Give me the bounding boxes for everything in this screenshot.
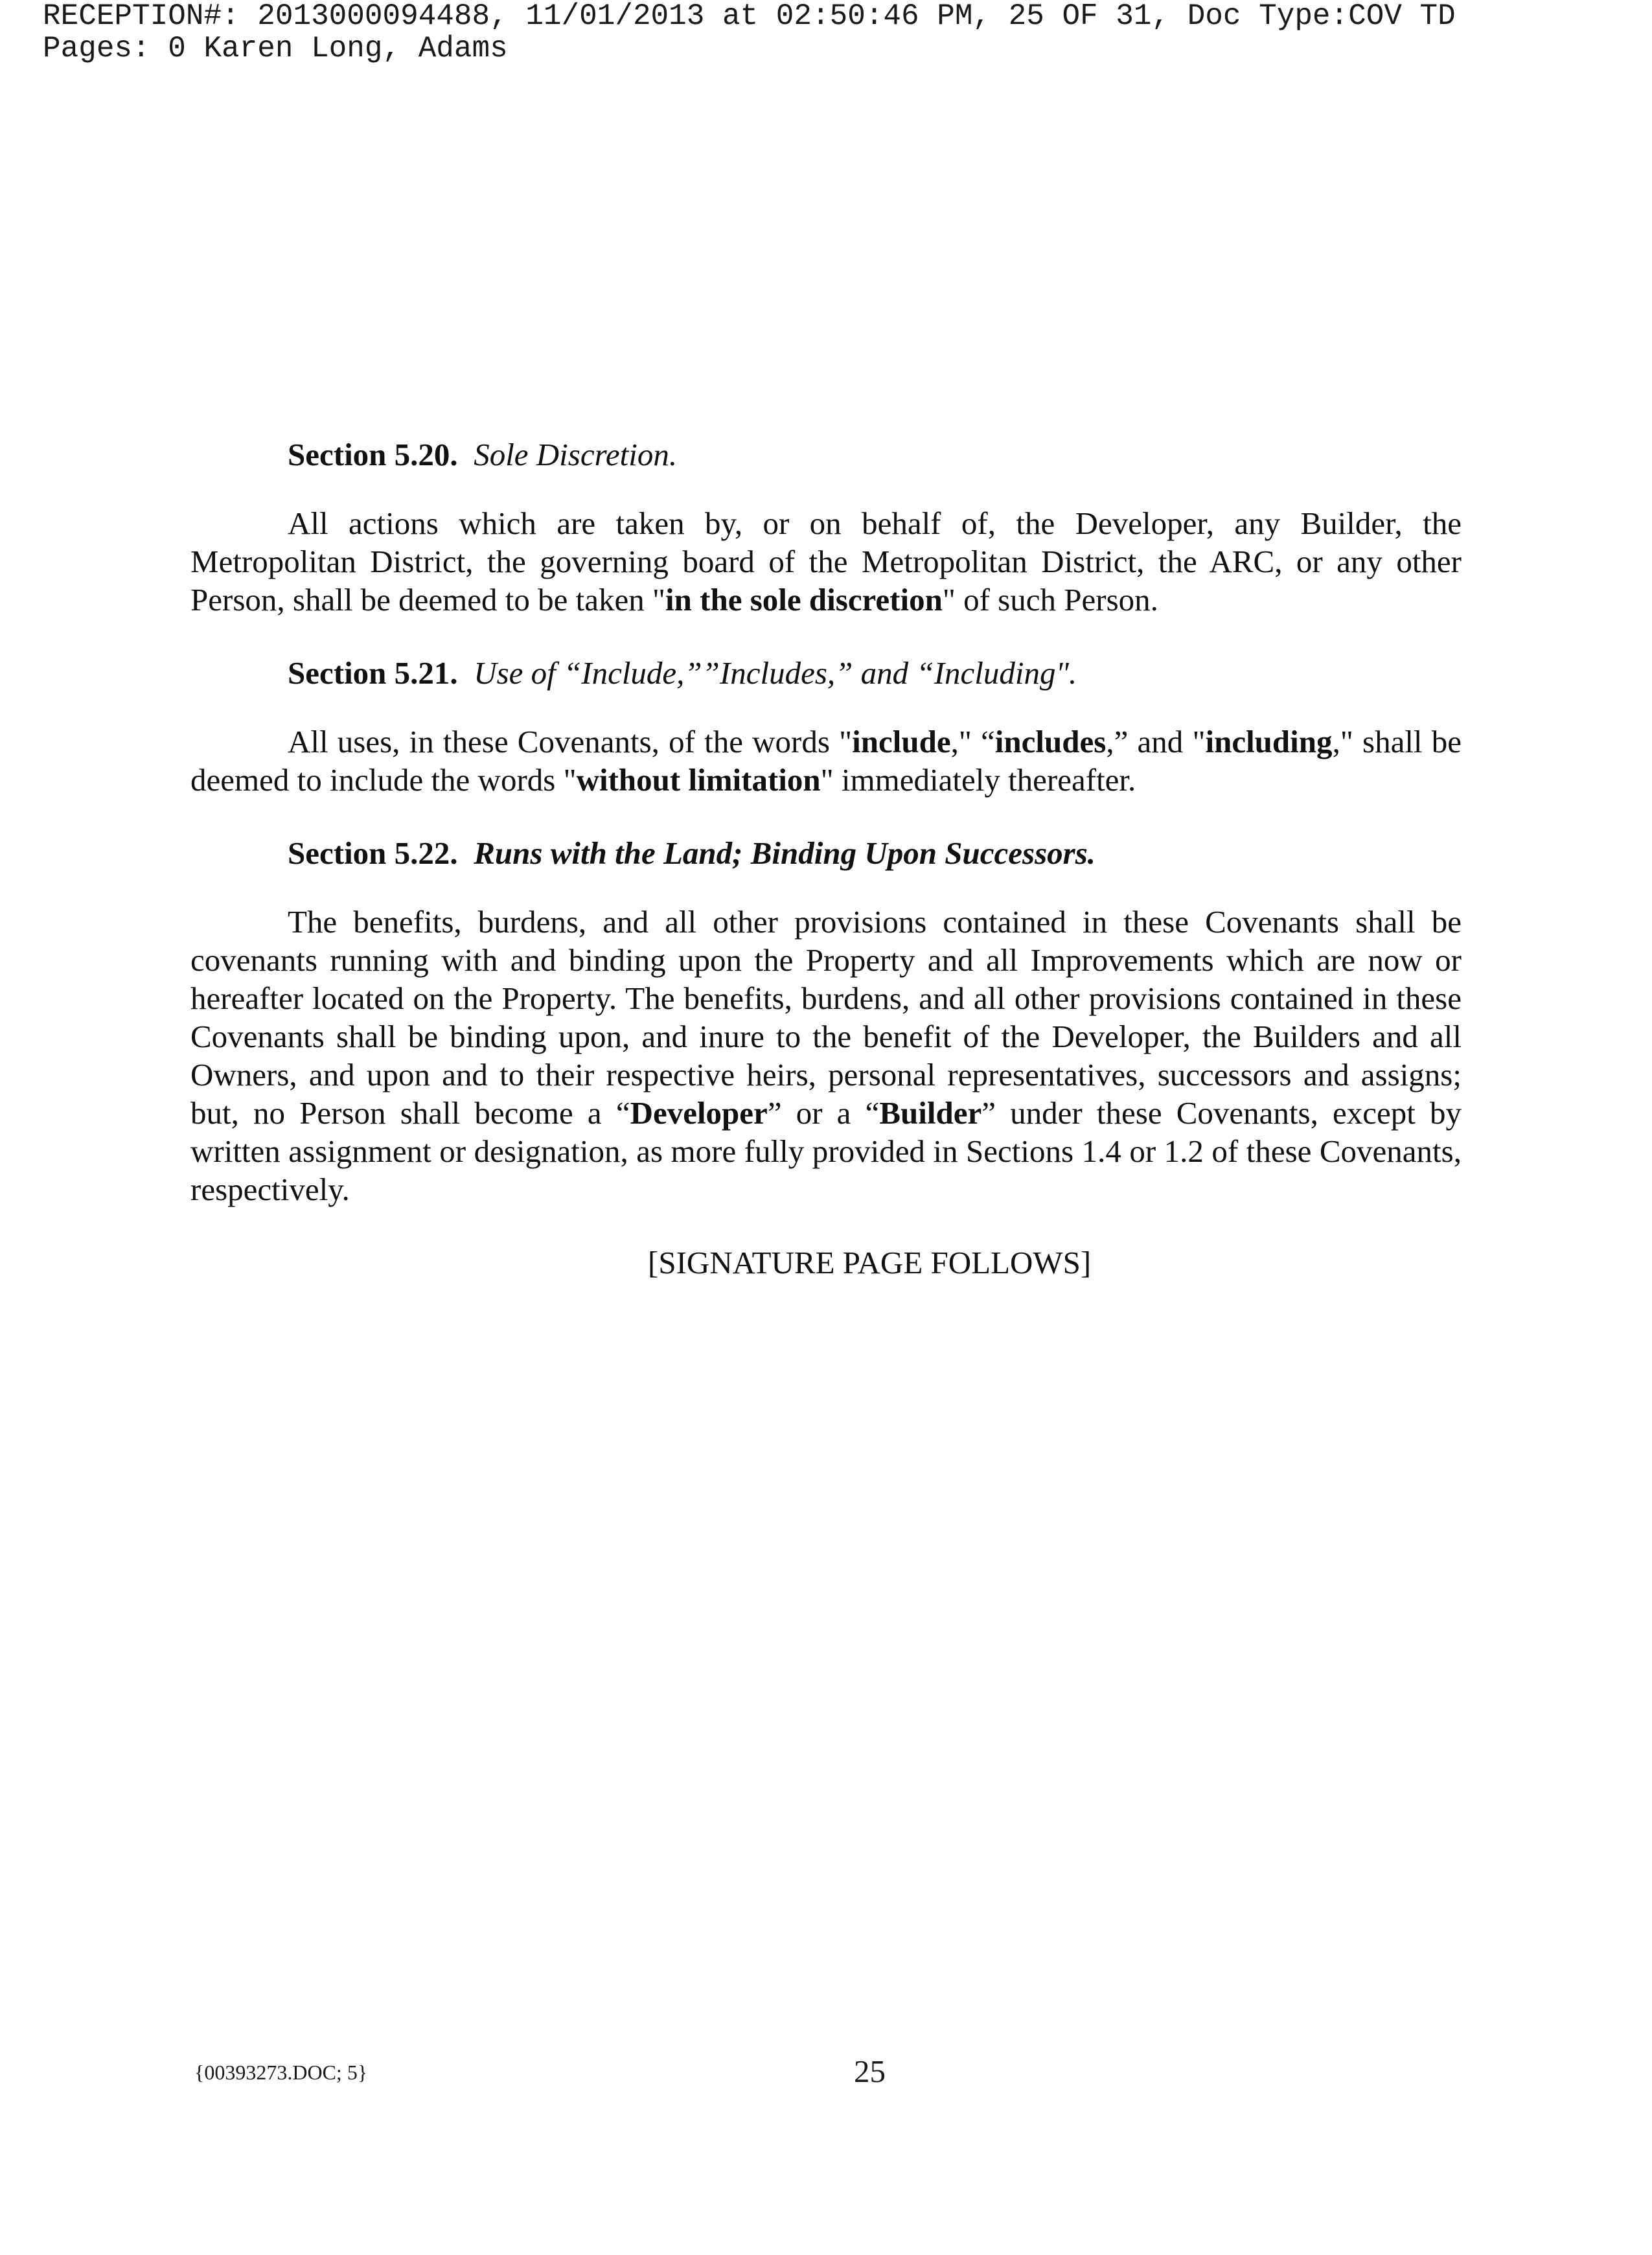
section-number: Section 5.22.	[288, 835, 458, 871]
section-title: Sole Discretion.	[474, 437, 678, 472]
stamp-line-2: Pages: 0 Karen Long, Adams	[43, 32, 508, 65]
emphasis-term: in the sole discretion	[665, 582, 943, 618]
defined-term: Builder	[879, 1095, 982, 1131]
section-5-22-heading	[190, 834, 1462, 872]
defined-term: including	[1205, 724, 1333, 759]
section-number: Section 5.20.	[288, 437, 458, 472]
section-5-20-paragraph: All actions which are taken by, or on behalf of, the Developer, any Builder, the Metropolitan District, the governing board of the Metropolitan District, the ARC, or any other Person, shall be deemed to be taken "in the sole discretion" of such Person.	[190, 505, 1462, 618]
section-title: Runs with the Land; Binding Upon Successors.	[474, 835, 1096, 871]
defined-term: Developer	[630, 1095, 768, 1131]
defined-term: without limitation	[576, 762, 821, 798]
section-title: Use of “Include,””Includes,” and “Including".	[474, 655, 1077, 691]
defined-term: include	[852, 724, 951, 759]
footer-page-number: 25	[854, 2053, 886, 2089]
section-5-22-paragraph: The benefits, burdens, and all other provisions contained in these Covenants shall be covenants running with and binding upon the Property and all Improvements which are now or hereafter located on the Property. The benefits, burdens, and all other provisions contained in these Covenants shall be binding upon, and inure to the benefit of the Developer, the Builders and all Owners, and upon and to their respective heirs, personal representatives, successors and assigns; but, no Person shall become a “Developer” or a “Builder” under these Covenants, except by written assignment or designation, as more fully provided in Sections 1.4 or 1.2 of these Covenants, respectively.	[190, 904, 1462, 1207]
signature-page-note: [SIGNATURE PAGE FOLLOWS]	[648, 1245, 1092, 1280]
defined-term: includes	[994, 724, 1107, 759]
section-number: Section 5.21.	[288, 655, 458, 691]
stamp-line-1: RECEPTION#: 2013000094488, 11/01/2013 at 02:50:46 PM, 25 OF 31, Doc Type:COV TD	[43, 0, 1456, 33]
document-body	[190, 435, 1462, 1282]
section-5-20-heading	[190, 435, 1462, 474]
recording-stamp	[43, 0, 1456, 65]
section-5-21-heading	[190, 654, 1462, 692]
footer-document-id: {00393273.DOC; 5}	[194, 2061, 368, 2084]
section-5-21-paragraph: All uses, in these Covenants, of the words "include," “includes,” and "including," shall be deemed to include the words "without limitation" immediately thereafter.	[190, 724, 1462, 798]
